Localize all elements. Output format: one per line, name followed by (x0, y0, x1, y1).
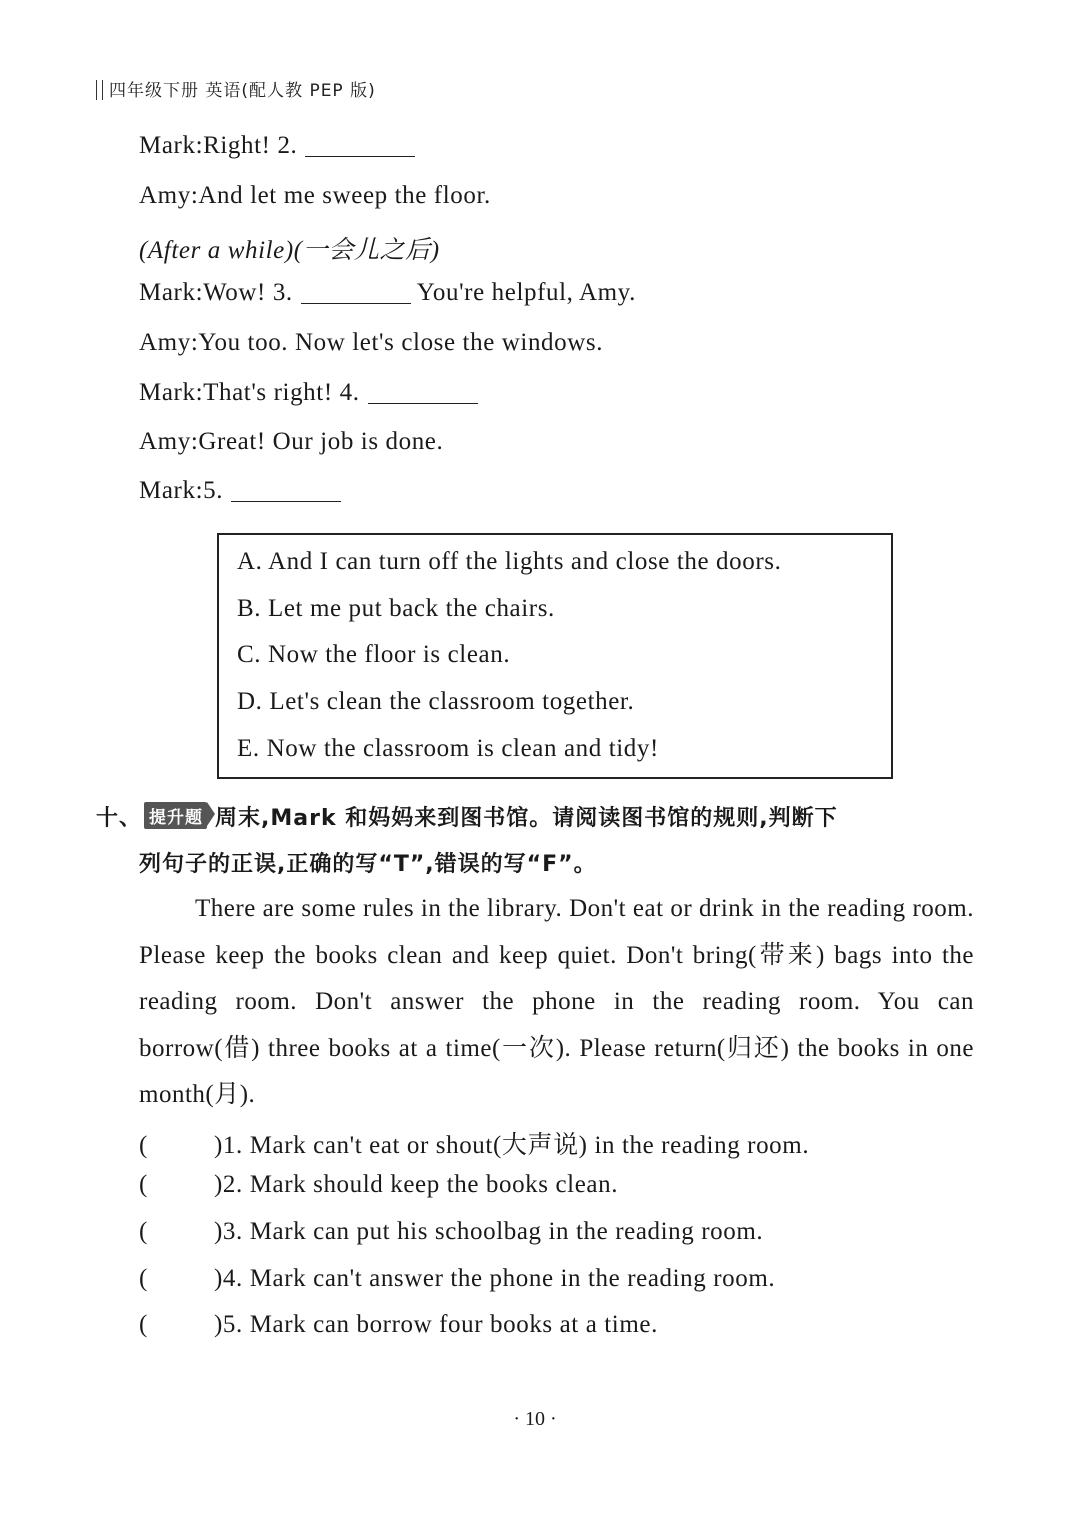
option-d: D. Let's clean the classroom together. (237, 688, 635, 715)
dialogue-text: 5. (203, 477, 224, 504)
tf-item-5 (139, 1311, 658, 1339)
dialogue-text: You too. Now let's close the windows. (198, 329, 604, 356)
speaker: Mark (139, 132, 196, 159)
dialogue-text: Right! 2. (203, 132, 298, 159)
header-bars-decoration (96, 80, 103, 100)
section-10-title (96, 801, 838, 832)
dialogue-text: Wow! 3. (203, 279, 293, 306)
page-header (96, 76, 376, 101)
answer-paren[interactable]: ( (139, 1132, 148, 1159)
answer-paren[interactable]: ( (139, 1218, 148, 1245)
dialogue-line-1 (139, 132, 415, 160)
dialogue-text: And let me sweep the floor. (198, 182, 491, 209)
speaker-separator: : (195, 132, 204, 159)
dialogue-line-7 (139, 477, 341, 505)
speaker-separator: : (195, 379, 204, 406)
dialogue-line-5 (139, 379, 478, 407)
dialogue-text: (After a while)(一会儿之后) (139, 237, 440, 264)
answer-blank-3[interactable] (301, 281, 411, 304)
instruction-line-2: 列句子的正误,正确的写“T”,错误的写“F”。 (139, 852, 597, 877)
options-box (217, 533, 893, 779)
speaker-separator: : (195, 477, 204, 504)
answer-paren[interactable]: ( (139, 1265, 148, 1292)
stage-direction (139, 230, 440, 266)
section-10-title-line-2 (139, 847, 597, 878)
speaker: Amy (139, 182, 191, 209)
speaker-separator: : (190, 329, 199, 356)
speaker-separator: : (190, 428, 199, 455)
reading-passage: There are some rules in the library. Don't eat or drink in the reading room. Please keep the books clean and keep quiet. Don't bring(带来) bags into the reading room. Don't answer the phone in the reading room. You can borrow(借) three books at a time(一次). Please return(归还) the books in one month(月). (139, 895, 974, 1108)
dialogue-line-6 (139, 428, 443, 456)
answer-blank-5[interactable] (231, 479, 341, 502)
speaker: Mark (139, 477, 196, 504)
tf-text: )2. Mark should keep the books clean. (214, 1171, 619, 1198)
option-a: A. And I can turn off the lights and close the doors. (237, 548, 782, 575)
dialogue-text: That's right! 4. (203, 379, 360, 406)
speaker: Mark (139, 379, 196, 406)
tf-item-1 (139, 1125, 809, 1161)
tf-text: )4. Mark can't answer the phone in the reading room. (214, 1265, 776, 1292)
dialogue-line-3 (139, 279, 636, 307)
dialogue-line-4 (139, 329, 603, 357)
dialogue-text-after: You're helpful, Amy. (410, 279, 637, 306)
option-e: E. Now the classroom is clean and tidy! (237, 735, 659, 762)
dialogue-line-2 (139, 182, 491, 210)
tf-text: )5. Mark can borrow four books at a time. (214, 1311, 658, 1338)
instruction-line-1: 周末,Mark 和妈妈来到图书馆。请阅读图书馆的规则,判断下 (215, 806, 838, 831)
section-number: 十、 (96, 806, 143, 831)
answer-paren[interactable]: ( (139, 1171, 148, 1198)
difficulty-tag: 提升题 (144, 802, 207, 829)
option-b: B. Let me put back the chairs. (237, 595, 555, 622)
tf-item-4 (139, 1265, 775, 1293)
speaker: Amy (139, 428, 191, 455)
header-text: 四年级下册 英语(配人教 PEP 版) (109, 81, 376, 101)
speaker-separator: : (190, 182, 199, 209)
tf-text: )3. Mark can put his schoolbag in the reading room. (214, 1218, 764, 1245)
answer-paren[interactable]: ( (139, 1311, 148, 1338)
page-number: · 10 · (513, 1408, 557, 1430)
dialogue-text: Great! Our job is done. (198, 428, 444, 455)
option-c: C. Now the floor is clean. (237, 641, 511, 668)
speaker: Amy (139, 329, 191, 356)
tf-text: )1. Mark can't eat or shout(大声说) in the reading room. (214, 1132, 810, 1159)
tf-item-3 (139, 1218, 763, 1246)
speaker: Mark (139, 279, 196, 306)
speaker-separator: : (195, 279, 204, 306)
answer-blank-4[interactable] (368, 381, 478, 404)
tf-item-2 (139, 1171, 618, 1199)
answer-blank-2[interactable] (305, 134, 415, 157)
